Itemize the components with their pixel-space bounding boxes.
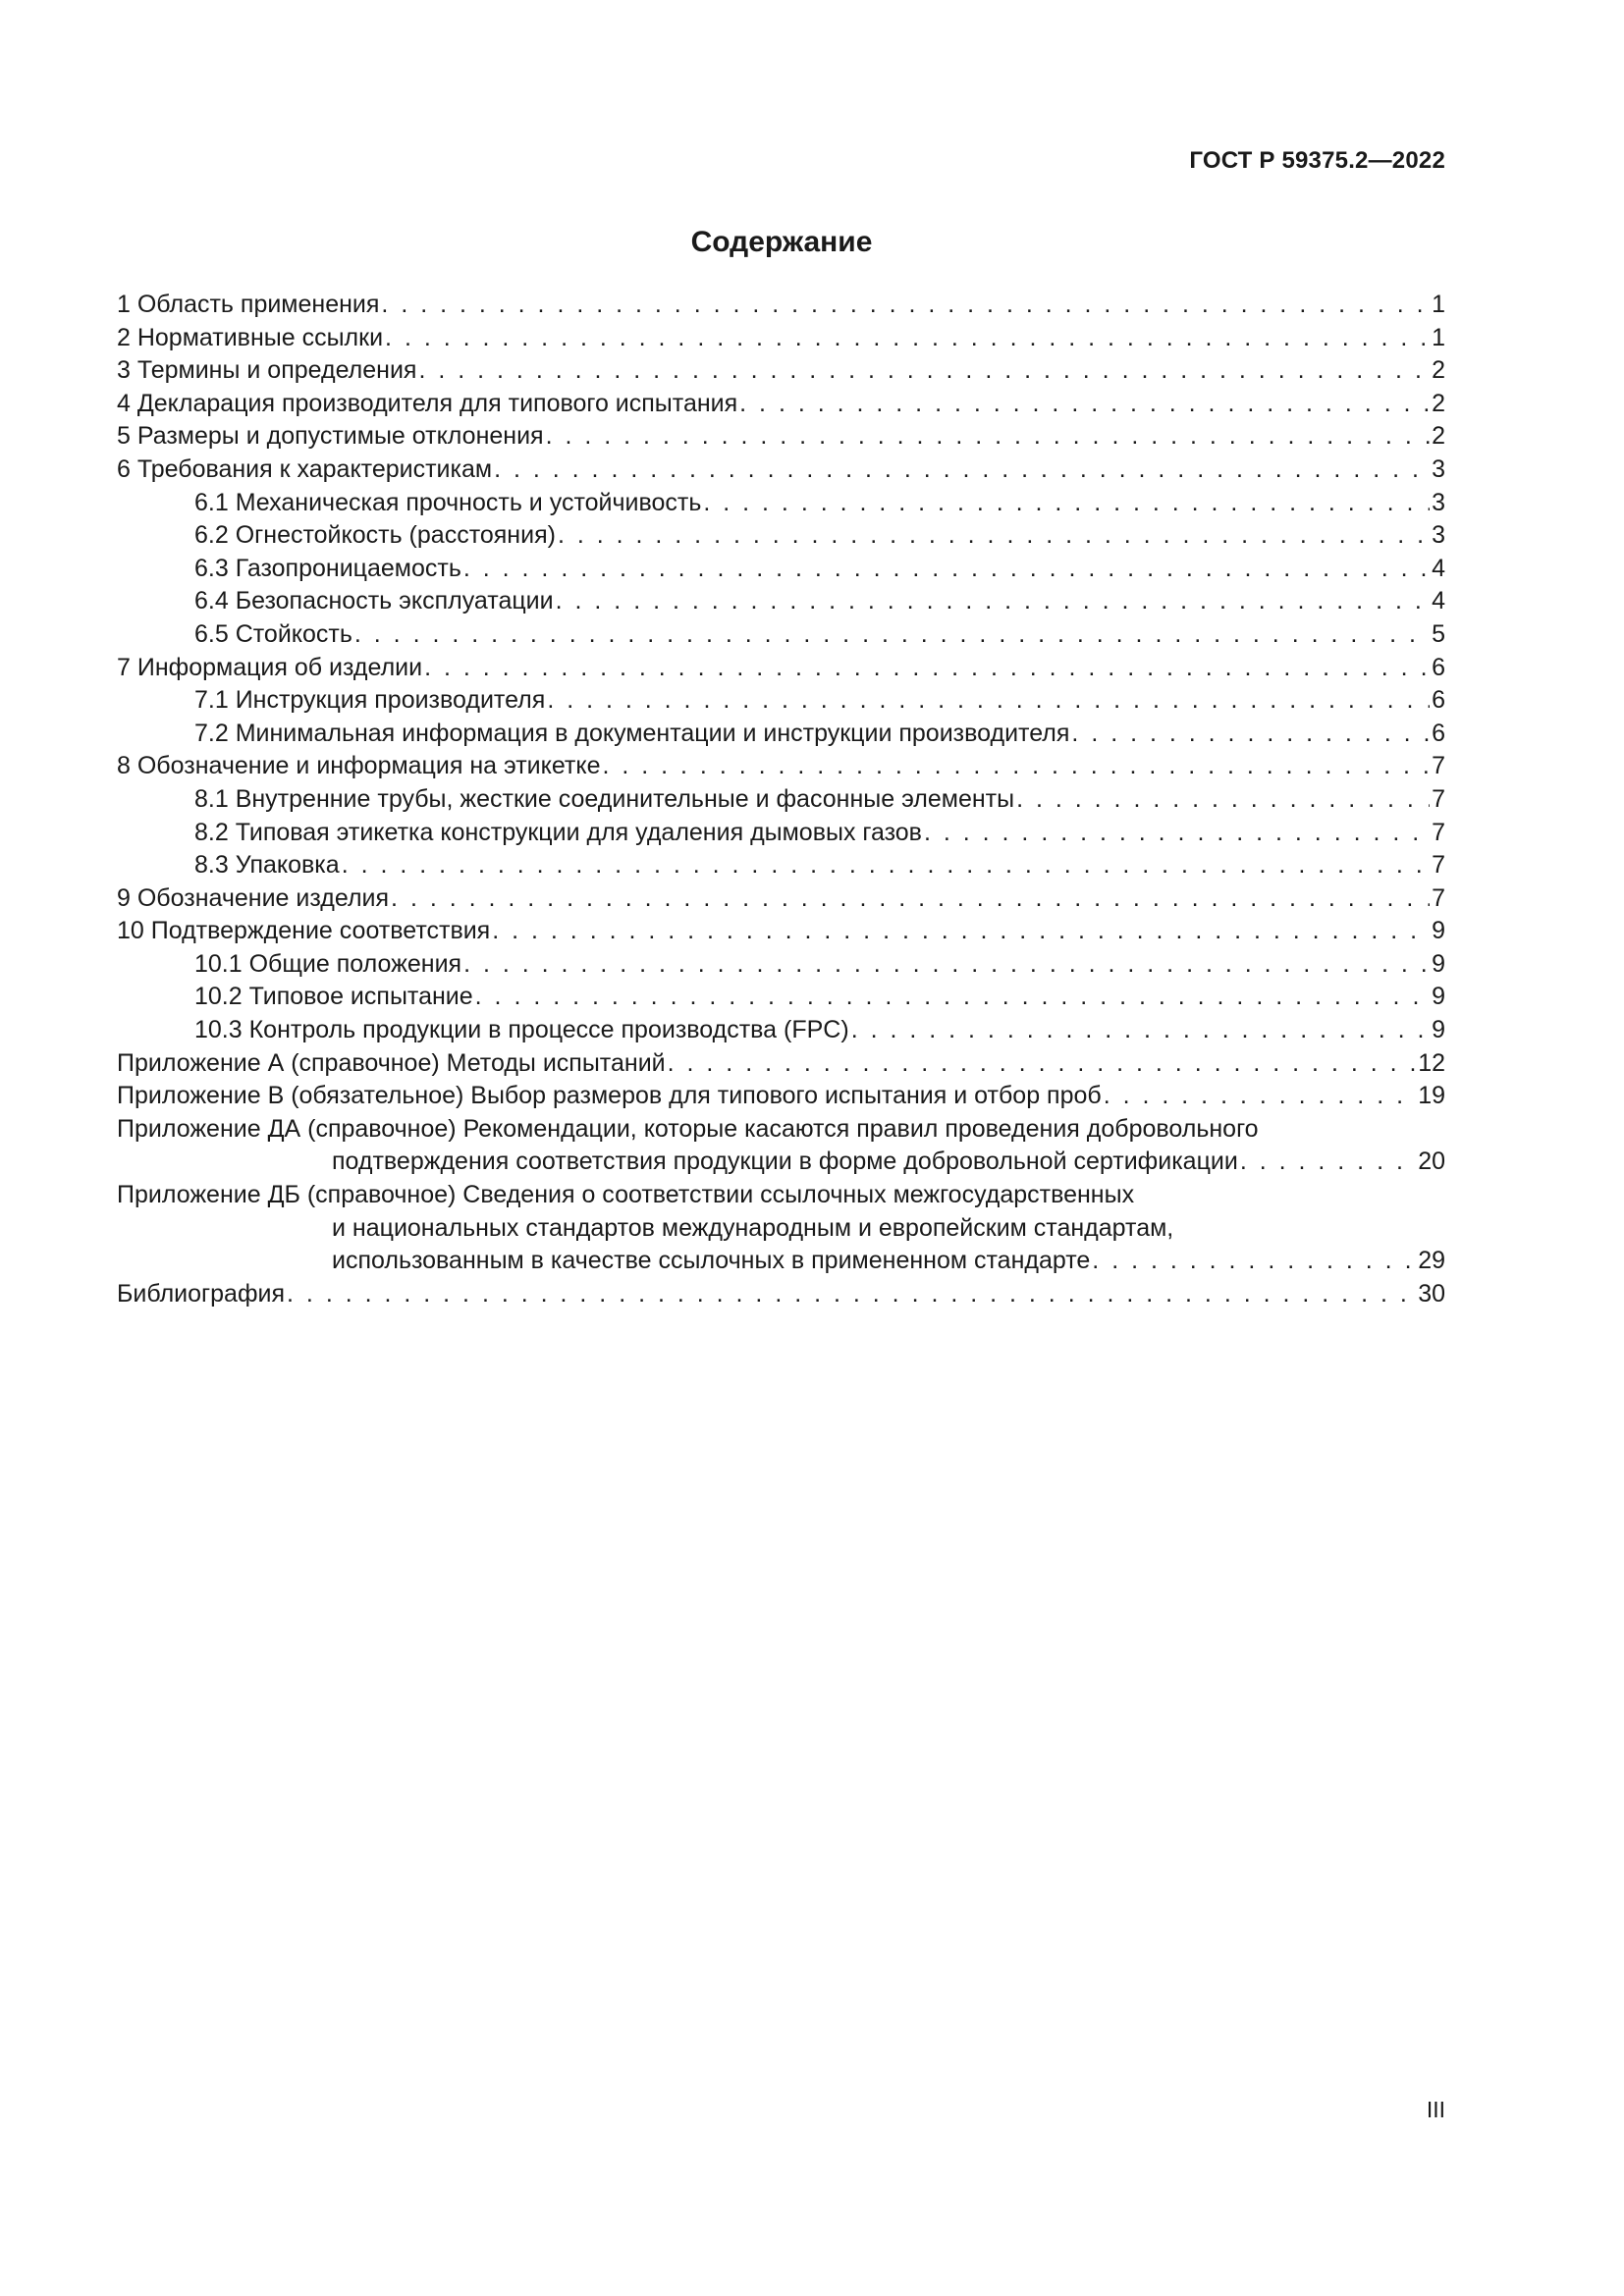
toc-entry-page: 2: [1432, 389, 1445, 417]
toc-leader-dots: [287, 1278, 1416, 1311]
toc-entry-text: 8.3 Упаковка: [194, 851, 340, 880]
toc-entry-page: 1: [1432, 291, 1445, 318]
toc-entry-text: Библиография: [117, 1279, 286, 1308]
toc-entry: [117, 1245, 1445, 1278]
toc-entry: [117, 817, 1445, 850]
toc-leader-dots: [424, 652, 1430, 685]
toc-entry-page: 7: [1432, 784, 1445, 813]
toc-entry: [117, 849, 1445, 882]
toc-leader-dots: [463, 948, 1430, 982]
toc-entry: [117, 652, 1445, 685]
toc-entry: [117, 783, 1445, 817]
toc-entry: [117, 1146, 1445, 1179]
toc-entry-page: 6: [1432, 653, 1445, 681]
toc-entry-page: 4: [1432, 587, 1445, 615]
toc-leader-dots: [1016, 783, 1430, 817]
toc-entry: [117, 585, 1445, 618]
toc-entry-page: 9: [1432, 949, 1445, 978]
toc-entry-text: и национальных стандартов международным и европейским стандартам,: [332, 1213, 1174, 1242]
toc-entry-text: 6.5 Стойкость: [194, 619, 352, 648]
toc-entry: [117, 354, 1445, 388]
toc-entry: [117, 750, 1445, 783]
toc-entry-page: 29: [1418, 1247, 1445, 1275]
toc-entry-page: 20: [1418, 1148, 1445, 1176]
toc-leader-dots: [851, 1014, 1430, 1047]
toc-entry: [117, 1080, 1445, 1113]
toc-leader-dots: [391, 882, 1430, 916]
toc-entry-text: 6.2 Огнестойкость (расстояния): [194, 521, 556, 550]
toc-leader-dots: [494, 454, 1430, 487]
toc-entry-page: 19: [1418, 1082, 1445, 1110]
toc-entry: [117, 1113, 1445, 1147]
toc-entry-text: Приложение А (справочное) Методы испытаний: [117, 1048, 666, 1077]
toc-leader-dots: [924, 817, 1430, 850]
toc-leader-dots: [475, 981, 1430, 1014]
toc-entry-page: 7: [1432, 851, 1445, 880]
toc-entry-text: 3 Термины и определения: [117, 356, 417, 385]
toc-entry-text: 6.4 Безопасность эксплуатации: [194, 587, 554, 615]
toc-entry: [117, 1212, 1445, 1246]
toc-entry-text: 1 Область применения: [117, 291, 380, 318]
toc-entry-page: 5: [1432, 619, 1445, 648]
toc-leader-dots: [418, 354, 1430, 388]
toc-entry-text: 8.1 Внутренние трубы, жесткие соединительные и фасонные элементы: [194, 784, 1015, 813]
toc-entry-page: 7: [1432, 883, 1445, 912]
toc-entry-page: 2: [1432, 356, 1445, 385]
toc-leader-dots: [342, 849, 1430, 882]
toc-entry-text: 6 Требования к характеристикам: [117, 454, 493, 483]
toc-leader-dots: [1092, 1245, 1416, 1278]
toc-entry-text: 10.3 Контроль продукции в процессе производства (FPC): [194, 1016, 849, 1044]
toc-title: Содержание: [690, 226, 873, 258]
toc-leader-dots: [703, 487, 1430, 520]
toc-entry-text: 4 Декларация производителя для типового испытания: [117, 389, 738, 417]
toc-leader-dots: [463, 553, 1430, 586]
toc-entry-text: 10 Подтверждение соответствия: [117, 917, 491, 945]
toc-entry: [117, 1014, 1445, 1047]
toc-entry: [117, 618, 1445, 652]
toc-leader-dots: [492, 915, 1430, 948]
toc-entry-text: 6.1 Механическая прочность и устойчивость: [194, 488, 702, 516]
toc-leader-dots: [556, 585, 1430, 618]
toc-entry-page: 9: [1432, 1016, 1445, 1044]
toc-entry: [117, 684, 1445, 718]
toc-entry-text: использованным в качестве ссылочных в примененном стандарте: [332, 1247, 1091, 1275]
table-of-contents: [117, 289, 1445, 1310]
toc-entry: [117, 1179, 1445, 1212]
toc-entry-page: 4: [1432, 554, 1445, 582]
toc-entry: [117, 553, 1445, 586]
toc-entry-text: 7 Информация об изделии: [117, 653, 423, 681]
toc-entry-page: 1: [1432, 323, 1445, 351]
toc-entry: [117, 948, 1445, 982]
toc-entry: [117, 388, 1445, 421]
toc-leader-dots: [385, 322, 1430, 355]
toc-entry-page: 3: [1432, 488, 1445, 516]
toc-entry-page: 12: [1418, 1048, 1445, 1077]
document-code: ГОСТ Р 59375.2—2022: [1189, 147, 1445, 174]
toc-entry: [117, 1047, 1445, 1081]
toc-entry-text: 9 Обозначение изделия: [117, 883, 390, 912]
toc-entry: [117, 915, 1445, 948]
toc-leader-dots: [1240, 1146, 1416, 1179]
toc-entry: [117, 718, 1445, 751]
toc-leader-dots: [546, 420, 1431, 454]
toc-entry-text: подтверждения соответствия продукции в форме добровольной сертификации: [332, 1148, 1238, 1176]
toc-leader-dots: [1071, 718, 1430, 751]
toc-entry: [117, 322, 1445, 355]
toc-entry-text: 6.3 Газопроницаемость: [194, 554, 461, 582]
toc-entry-page: 7: [1432, 752, 1445, 780]
toc-entry-page: 6: [1432, 719, 1445, 747]
toc-entry-text: Приложение ДБ (справочное) Сведения о соответствии ссылочных межгосударственных: [117, 1181, 1135, 1209]
toc-leader-dots: [739, 388, 1430, 421]
toc-entry: [117, 487, 1445, 520]
toc-entry: [117, 420, 1445, 454]
toc-entry: [117, 519, 1445, 553]
toc-entry-text: 2 Нормативные ссылки: [117, 323, 384, 351]
toc-entry-text: 8.2 Типовая этикетка конструкции для удаления дымовых газов: [194, 818, 922, 846]
toc-entry: [117, 1278, 1445, 1311]
toc-leader-dots: [354, 618, 1430, 652]
toc-leader-dots: [558, 519, 1430, 553]
toc-entry-page: 9: [1432, 917, 1445, 945]
toc-leader-dots: [668, 1047, 1417, 1081]
toc-entry-page: 2: [1432, 422, 1445, 451]
page-number: III: [1426, 2097, 1445, 2122]
toc-entry-page: 7: [1432, 818, 1445, 846]
toc-leader-dots: [602, 750, 1430, 783]
toc-entry-text: 10.2 Типовое испытание: [194, 983, 473, 1011]
toc-entry: [117, 289, 1445, 322]
toc-entry-page: 30: [1418, 1279, 1445, 1308]
toc-leader-dots: [547, 684, 1430, 718]
toc-entry-page: 3: [1432, 521, 1445, 550]
toc-entry-page: 3: [1432, 454, 1445, 483]
toc-entry-text: 10.1 Общие положения: [194, 949, 462, 978]
toc-entry-text: 8 Обозначение и информация на этикетке: [117, 752, 601, 780]
toc-entry-text: 7.2 Минимальная информация в документации и инструкции производителя: [194, 719, 1070, 747]
toc-entry-text: Приложение В (обязательное) Выбор размеров для типового испытания и отбор проб: [117, 1082, 1102, 1110]
toc-leader-dots: [1104, 1080, 1416, 1113]
toc-entry: [117, 454, 1445, 487]
toc-entry: [117, 981, 1445, 1014]
toc-entry-text: 5 Размеры и допустимые отклонения: [117, 422, 544, 451]
toc-entry: [117, 882, 1445, 916]
toc-entry-text: 7.1 Инструкция производителя: [194, 686, 546, 715]
toc-leader-dots: [381, 289, 1430, 322]
toc-entry-page: 9: [1432, 983, 1445, 1011]
toc-entry-text: Приложение ДА (справочное) Рекомендации, которые касаются правил проведения добровольного: [117, 1114, 1259, 1143]
toc-entry-page: 6: [1432, 686, 1445, 715]
